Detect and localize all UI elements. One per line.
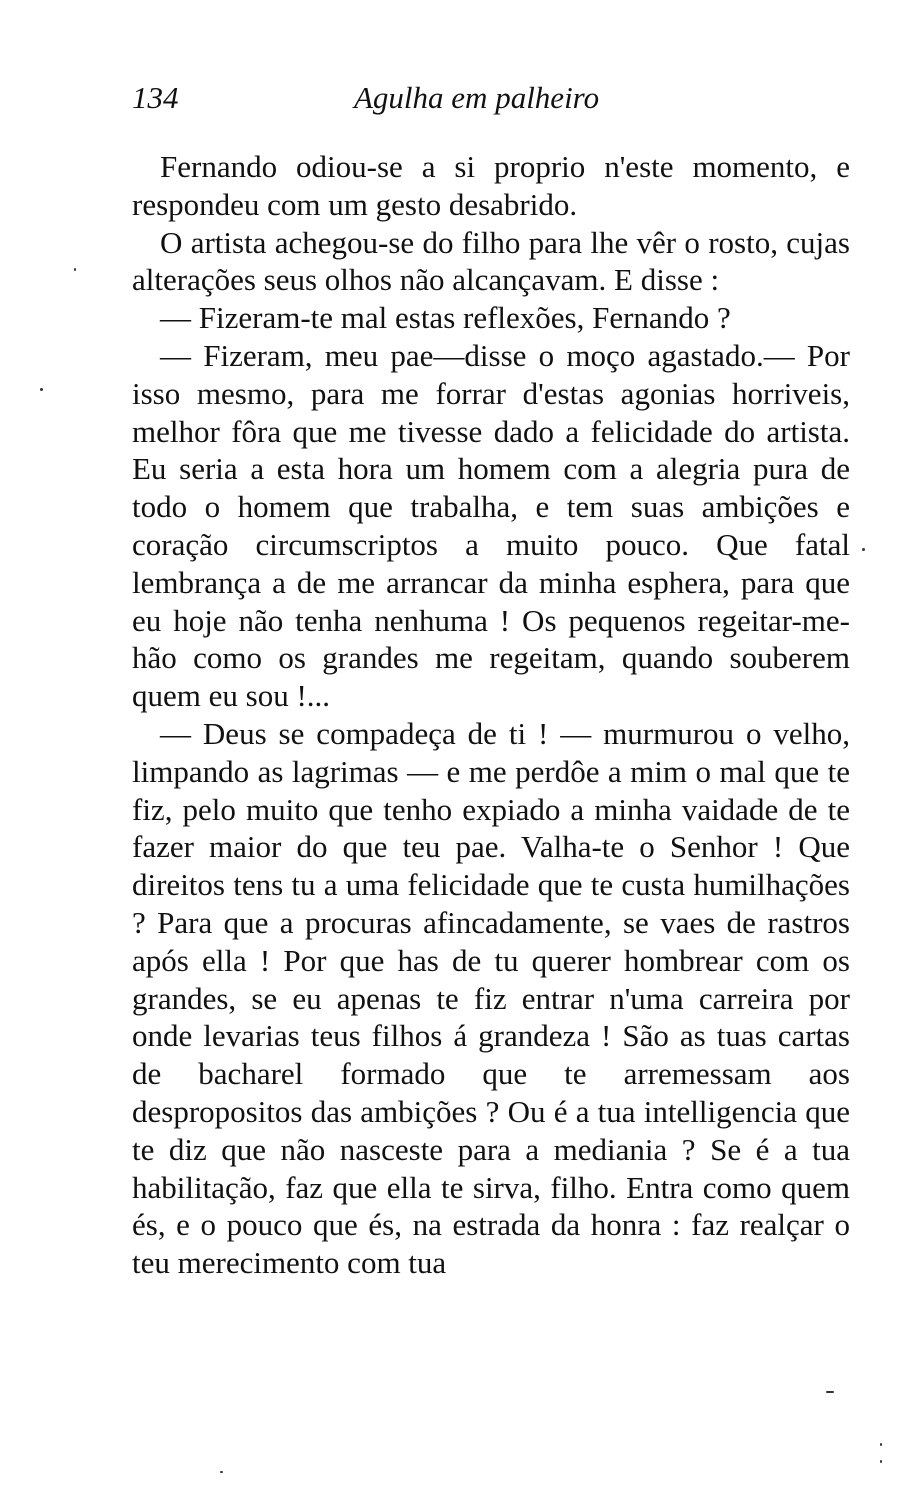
book-title: Agulha em palheiro: [354, 80, 600, 115]
scan-speck: [862, 548, 865, 551]
paragraph: Fernando odiou-se a si proprio n'este momento, e respondeu com um gesto desabrido.: [132, 149, 850, 222]
running-head: [132, 78, 850, 118]
scan-speck: [40, 388, 43, 391]
scan-speck: [826, 1391, 834, 1393]
body-text: [132, 148, 850, 1282]
dialogue-line: — Deus se compadeça de ti ! — murmurou o velho, limpando as lagrimas — e me perdôe a mim o mal que te fiz, pelo muito que tenho expiado a minha vaidade de te fazer maior do que teu pae. Valha-te o Senhor ! Que direitos tens tu a uma felicidade que te custa humilhações ? Para que a procuras afincadamente, se vaes de rastros após ella ! Por que has de tu querer hombrear com os grandes, se eu apenas te fiz entrar n'uma carreira por onde levarias teus filhos á grandeza ! São as tuas cartas de bacharel formado que te arremessam aos despropositos das ambições ? Ou é a tua intelligencia que te diz que não nasceste para a mediania ? Se é a tua habilitação, faz que ella te sirva, filho. Entra como quem és, e o pouco que és, na estrada da honra : faz realçar o teu merecimento com tua: [132, 715, 850, 1281]
page-number: 134: [132, 80, 179, 115]
scan-speck: [880, 1443, 882, 1446]
scan-speck: [74, 268, 76, 271]
dialogue-line: — Fizeram, meu pae—disse o moço agastado.— Por isso mesmo, para me forrar d'estas agonias horriveis, melhor fôra que me tivesse dado a felicidade do artista. Eu seria a esta hora um homem com a alegria pura de todo o homem que trabalha, e tem suas ambições e coração circumscriptos a muito pouco. Que fatal lembrança a de me arrancar da minha esphera, para que eu hoje não tenha nenhuma ! Os pequenos regeitar-me-hão como os grandes me regeitam, quando souberem quem eu sou !...: [132, 337, 850, 714]
paragraph: O artista achegou-se do filho para lhe vêr o rosto, cujas alterações seus olhos não alcançavam. E disse :: [132, 224, 850, 298]
scan-speck: [880, 1460, 882, 1463]
scan-speck: [220, 1471, 223, 1473]
dialogue-line: — Fizeram-te mal estas reflexões, Fernando ?: [160, 300, 731, 336]
book-page: [132, 0, 850, 1491]
